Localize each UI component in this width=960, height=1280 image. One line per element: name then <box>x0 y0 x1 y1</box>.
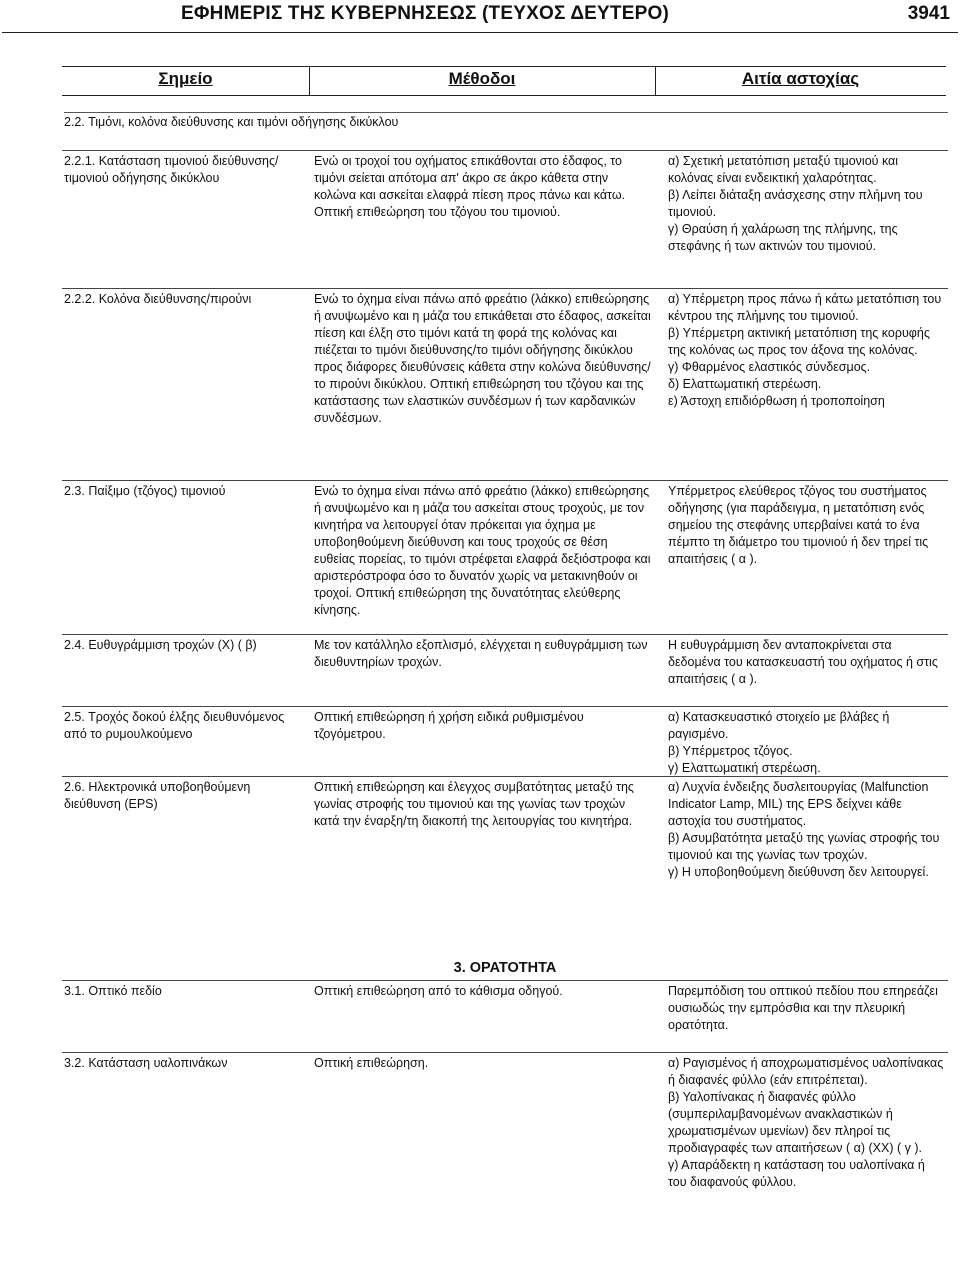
column-header-reason: Αιτία αστοχίας <box>741 69 860 88</box>
header-rule <box>2 32 958 33</box>
cell-method: Οπτική επιθεώρηση. <box>314 1056 429 1070</box>
cell-point: 2.2.1. Κατάσταση τιμονιού διεύθυνσης/ τιμονιού οδήγησης δικύκλου <box>64 154 279 185</box>
cell-reason: α) Υπέρμετρη προς πάνω ή κάτω μετατόπιση του κέντρου της πλήμνης του τιμονιού. β) Υπέρμετρη ακτινική μετατόπιση της κορυφής της κολόνας ως προς τον άξονα της κολόνας. γ) Φθαρμένος ελαστικός σύνδεσμος. δ) Ελαττωματική στερέωση. ε) Άστοχη επιδιόρθωση ή τροποποίηση <box>668 292 942 408</box>
table-row <box>62 288 948 425</box>
table-row <box>62 634 948 686</box>
cell-method: Ενώ το όχημα είναι πάνω από φρεάτιο (λάκκο) επιθεώρησης ή ανυψωμένο και η μάζα του επικάθεται στο έδαφος, ασκείται πίεση και έλξη στο τιμόνι κατά τη φορά της κολόνας και πιέζεται το τιμόνι διεύθυνσης/το τιμόνι οδήγησης δικύκλου προς διάφορες διευθύνσεις κάθετα στην κολώνα διεύθυνσης/το πιρούνι δικύκλου. Οπτική επιθεώρηση του τζόγου και της κατάστασης των ελαστικών συνδέσμων ή των καρδανικών συνδέσμων. <box>314 292 651 425</box>
table-row <box>62 706 948 775</box>
cell-method: Οπτική επιθεώρηση από το κάθισμα οδηγού. <box>314 984 563 998</box>
cell-method: Οπτική επιθεώρηση και έλεγχος συμβατότητας μεταξύ της γωνίας στροφής του τιμονιού και της γωνίας των τροχών κατά την έναρξη/τη διακοπή της λειτουργίας του κινητήρα. <box>314 780 634 828</box>
column-header-point: Σημείο <box>158 69 213 88</box>
cell-method: Ενώ το όχημα είναι πάνω από φρεάτιο (λάκκο) επιθεώρησης ή ανυψωμένο και η μάζα του ασκείται στους τροχούς, με τον κινητήρα να λειτουργεί όταν πρόκειται για όχημα με υποβοηθούμενη διεύθυνση και τους τροχούς σε θέση ευθείας πορείας, το τιμόνι στρέφεται ελαφρά δεξιόστροφα και αριστερόστροφα όσο το δυνατόν χωρίς να μετακινηθούν οι τροχοί. Οπτική επιθεώρηση της δυνατότητας ελεύθερης κίνησης. <box>314 484 651 617</box>
cell-reason: α) Ραγισμένος ή αποχρωματισμένος υαλοπίνακας ή διαφανές φύλλο (εάν επιτρέπεται). β) Υαλοπίνακας ή διαφανές φύλλο (συμπεριλαμβανομένων ανακλαστικών ή χρωματισμένων υμενίων) δεν πληροί τις προδιαγραφές των απαιτήσεων ( α) (XX) ( γ ). γ) Απαράδεκτη η κατάσταση του υαλοπίνακα ή του διαφανούς φύλλου. <box>668 1056 944 1189</box>
cell-reason: α) Λυχνία ένδειξης δυσλειτουργίας (Malfunction Indicator Lamp, MIL) της EPS δείχνει κάθε αστοχία του συστήματος. β) Ασυμβατότητα μεταξύ της γωνίας στροφής του τιμονιού και της γωνίας των τροχών. γ) Η υποβοηθούμενη διεύθυνση δεν λειτουργεί. <box>668 780 940 879</box>
table-row <box>62 1052 948 1189</box>
table-row <box>62 980 948 1032</box>
cell-reason: Υπέρμετρος ελεύθερος τζόγος του συστήματος οδήγησης (για παράδειγμα, η μετατόπιση ενός σημείου της στεφάνης υπερβαίνει κατά το ένα πέμπτο τη διάμετρο του τιμονιού ή δεν τηρεί τις απαιτήσεις ( α ). <box>668 484 929 566</box>
section-2-2-title: 2.2. Τιμόνι, κολόνα διεύθυνσης και τιμόνι οδήγησης δικύκλου <box>64 112 948 129</box>
column-header-method: Μέθοδοι <box>448 69 516 88</box>
page-header <box>0 0 960 36</box>
gazette-title: ΕΦΗΜΕΡΙΣ ΤΗΣ ΚΥΒΕΡΝΗΣΕΩΣ (ΤΕΥΧΟΣ ΔΕΥΤΕΡΟ) <box>181 3 669 24</box>
cell-point: 2.2.2. Κολόνα διεύθυνσης/πιρούνι <box>64 292 252 306</box>
column-headers <box>62 66 946 96</box>
cell-reason: Παρεμπόδιση του οπτικού πεδίου που επηρεάζει ουσιωδώς την εμπρόσθια και την πλευρική ορατότητα. <box>668 984 938 1032</box>
table-row <box>62 480 948 617</box>
cell-reason: Η ευθυγράμμιση δεν ανταποκρίνεται στα δεδομένα του κατασκευαστή του οχήματος ή στις απαιτήσεις ( α ). <box>668 638 938 686</box>
cell-method: Ενώ οι τροχοί του οχήματος επικάθονται στο έδαφος, το τιμόνι σείεται απότομα απ' άκρο σε άκρο κάθετα στην κολώνα και ασκείται ελαφρά πίεση προς πάνω και κάτω. Οπτική επιθεώρηση του τζόγου του τιμονιού. <box>314 154 626 219</box>
cell-method: Οπτική επιθεώρηση ή χρήση ειδικά ρυθμισμένου τζογόμετρου. <box>314 710 584 741</box>
page-number: 3941 <box>907 3 950 24</box>
cell-point: 2.6. Ηλεκτρονικά υποβοηθούμενη διεύθυνση (EPS) <box>64 780 251 811</box>
cell-point: 3.2. Κατάσταση υαλοπινάκων <box>64 1056 228 1070</box>
table-row <box>62 776 948 879</box>
table-row <box>62 150 948 253</box>
cell-method: Με τον κατάλληλο εξοπλισμό, ελέγχεται η ευθυγράμμιση των διευθυντηρίων τροχών. <box>314 638 648 669</box>
cell-point: 2.3. Παίξιμο (τζόγος) τιμονιού <box>64 484 226 498</box>
cell-reason: α) Σχετική μετατόπιση μεταξύ τιμονιού και κολόνας είναι ενδεικτική χαλαρότητας. β) Λείπει διάταξη ανάσχεσης στην πλήμνη του τιμονιού. γ) Θραύση ή χαλάρωση της πλήμνης, της στεφάνης ή των ακτινών του τιμονιού. <box>668 154 923 253</box>
cell-point: 2.4. Ευθυγράμμιση τροχών (X) ( β) <box>64 638 257 652</box>
cell-point: 2.5. Τροχός δοκού έλξης διευθυνόμενος από το ρυμουλκούμενο <box>64 710 285 741</box>
cell-reason: α) Κατασκευαστικό στοιχείο με βλάβες ή ραγισμένο. β) Υπέρμετρος τζόγος. γ) Ελαττωματική στερέωση. <box>668 710 890 775</box>
cell-point: 3.1. Οπτικό πεδίο <box>64 984 162 998</box>
section-3-title: 3. ΟΡΑΤΟΤΗΤΑ <box>453 960 557 976</box>
